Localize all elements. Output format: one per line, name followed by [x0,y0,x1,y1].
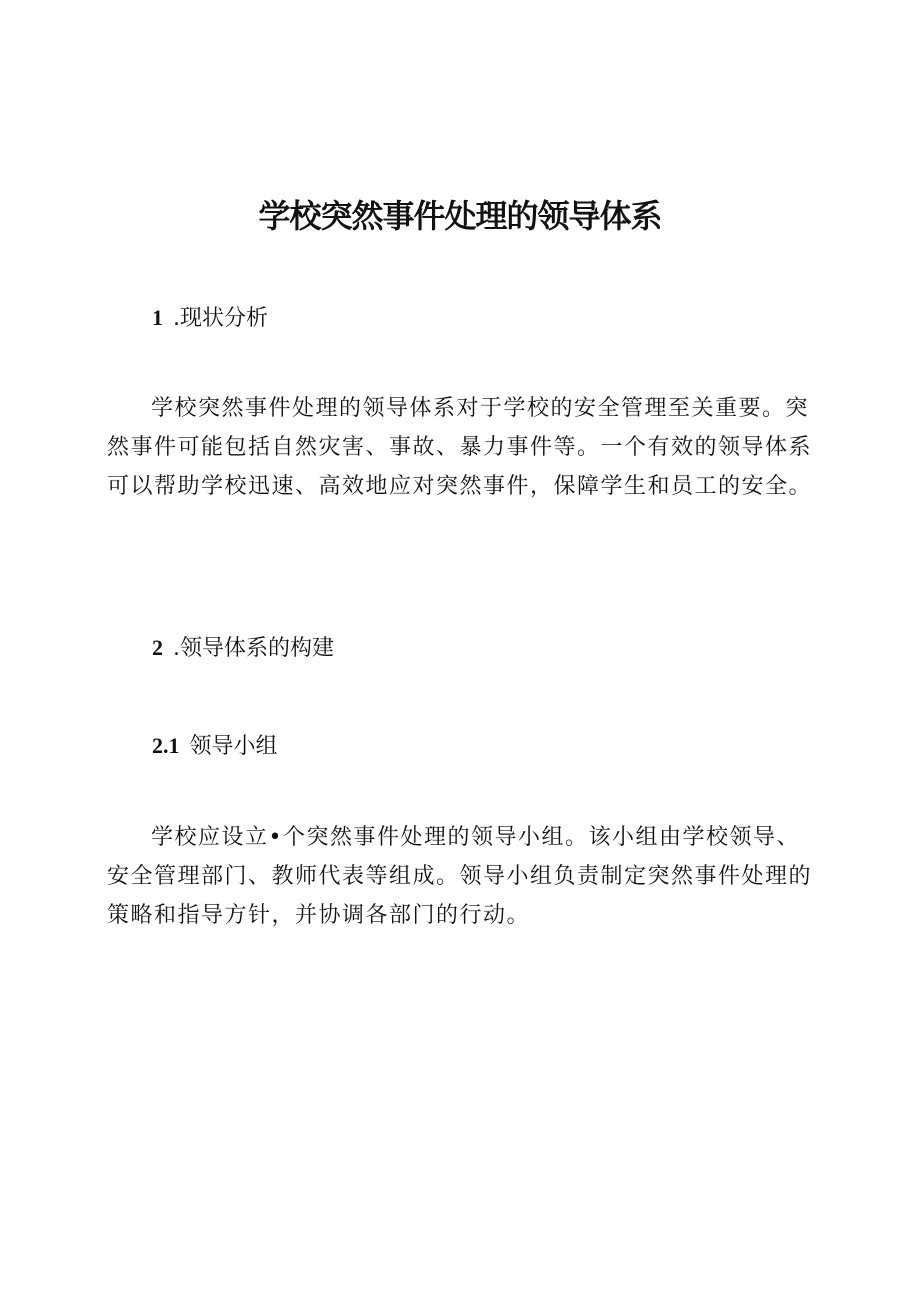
subsection-heading-2-1 [152,730,278,763]
section-1-paragraph: 学校突然事件处理的领导体系对于学校的安全管理至关重要。突然事件可能包括自然灾害、事故、暴力事件等。一个有效的领导体系可以帮助学校迅速、高效地应对突然事件，保障学生和员工的安全。 [107,396,813,499]
section-heading-text: .领导体系的构建 [173,636,334,661]
section-number: 1 [152,305,163,330]
section-heading-1 [152,302,268,335]
document-title: 学校突然事件处理的领导体系 [258,197,662,235]
section-heading-text: 领导小组 [189,734,278,759]
section-heading-text: .现状分析 [173,306,268,331]
section-heading-2 [152,632,334,665]
section-2-1-paragraph: 学校应设立•个突然事件处理的领导小组。该小组由学校领导、安全管理部门、教师代表等组成。领导小组负责制定突然事件处理的策略和指导方针，并协调各部门的行动。 [107,825,813,928]
section-number: 2 [152,635,163,660]
section-number: 2.1 [152,733,180,758]
